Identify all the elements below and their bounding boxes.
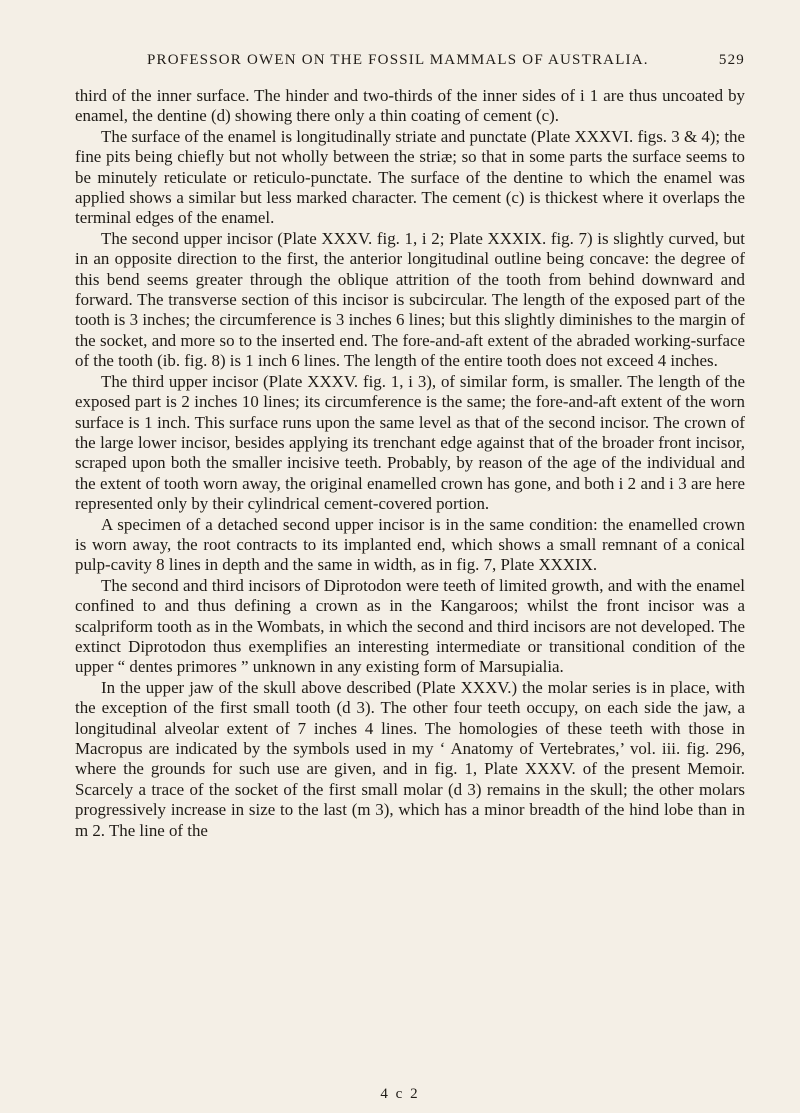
paragraph: A specimen of a detached second upper incisor is in the same condition: the enamelled crown is worn away, the root contracts to its implanted end, which shows a small remnant of a conical pulp-cavity 8 lines in depth and the same in width, as in fig. 7, Plate XXXIX. [75,514,745,575]
body-text [75,86,745,841]
paragraph: The second and third incisors of Diprotodon were teeth of limited growth, and with the enamel confined to and thus defining a crown as in the Kangaroos; whilst the front incisor was a scalpriform tooth as in the Wombats, in which the second and third incisors are not developed. The extinct Diprotodon thus exemplifies an interesting intermediate or transitional condition of the upper “ dentes primores ” unknown in any existing form of Marsupialia. [75,575,745,677]
paragraph: The surface of the enamel is longitudinally striate and punctate (Plate XXXVI. figs. 3 & 4); the fine pits being chiefly but not wholly between the striæ; so that in some parts the surface seems to be minutely reticulate or reticulo-punctate. The surface of the dentine to which the enamel was applied shows a similar but less marked character. The cement (c) is thickest where it overlaps the terminal edges of the enamel. [75,126,745,228]
paragraph: third of the inner surface. The hinder and two-thirds of the inner sides of i 1 are thus uncoated by enamel, the dentine (d) showing there only a thin coating of cement (c). [75,86,745,126]
paragraph: The third upper incisor (Plate XXXV. fig. 1, i 3), of similar form, is smaller. The length of the exposed part is 2 inches 10 lines; its circumference is the same; the fore-and-aft extent of the worn surface is 1 inch. This surface runs upon the same level as that of the second incisor. The crown of the large lower incisor, besides applying its trenchant edge against that of the broader front incisor, scraped upon both the smaller incisive teeth. Probably, by reason of the age of the individual and the extent of tooth worn away, the original enamelled crown has gone, and both i 2 and i 3 are here represented only by their cylindrical cement-covered portion. [75,371,745,514]
paragraph: The second upper incisor (Plate XXXV. fig. 1, i 2; Plate XXXIX. fig. 7) is slightly curved, but in an opposite direction to the first, the anterior longitudinal outline being concave: the degree of this bend seems greater through the oblique attrition of the tooth from behind downward and forward. The transverse section of this incisor is subcircular. The length of the exposed part of the tooth is 3 inches; the circumference is 3 inches 6 lines; but this slightly diminishes to the margin of the socket, and more so to the inserted end. The fore-and-aft extent of the abraded working-surface of the tooth (ib. fig. 8) is 1 inch 6 lines. The length of the entire tooth does not exceed 4 inches. [75,228,745,371]
signature-mark: 4 c 2 [380,1086,420,1102]
running-header [75,52,745,69]
paragraph: In the upper jaw of the skull above described (Plate XXXV.) the molar series is in place, with the exception of the first small tooth (d 3). The other four teeth occupy, on each side the jaw, a longitudinal alveolar extent of 7 inches 4 lines. The homologies of these teeth with those in Macropus are indicated by the symbols used in my ‘ Anatomy of Vertebrates,’ vol. iii. fig. 296, where the grounds for such use are given, and in fig. 1, Plate XXXV. of the present Memoir. Scarcely a trace of the socket of the first small molar (d 3) remains in the skull; the other molars progressively increase in size to the last (m 3), which has a minor breadth of the hind lobe than in m 2. The line of the [75,677,745,840]
page-number: 529 [718,52,745,68]
running-title: PROFESSOR OWEN ON THE FOSSIL MAMMALS OF AUSTRALIA. [147,52,649,68]
